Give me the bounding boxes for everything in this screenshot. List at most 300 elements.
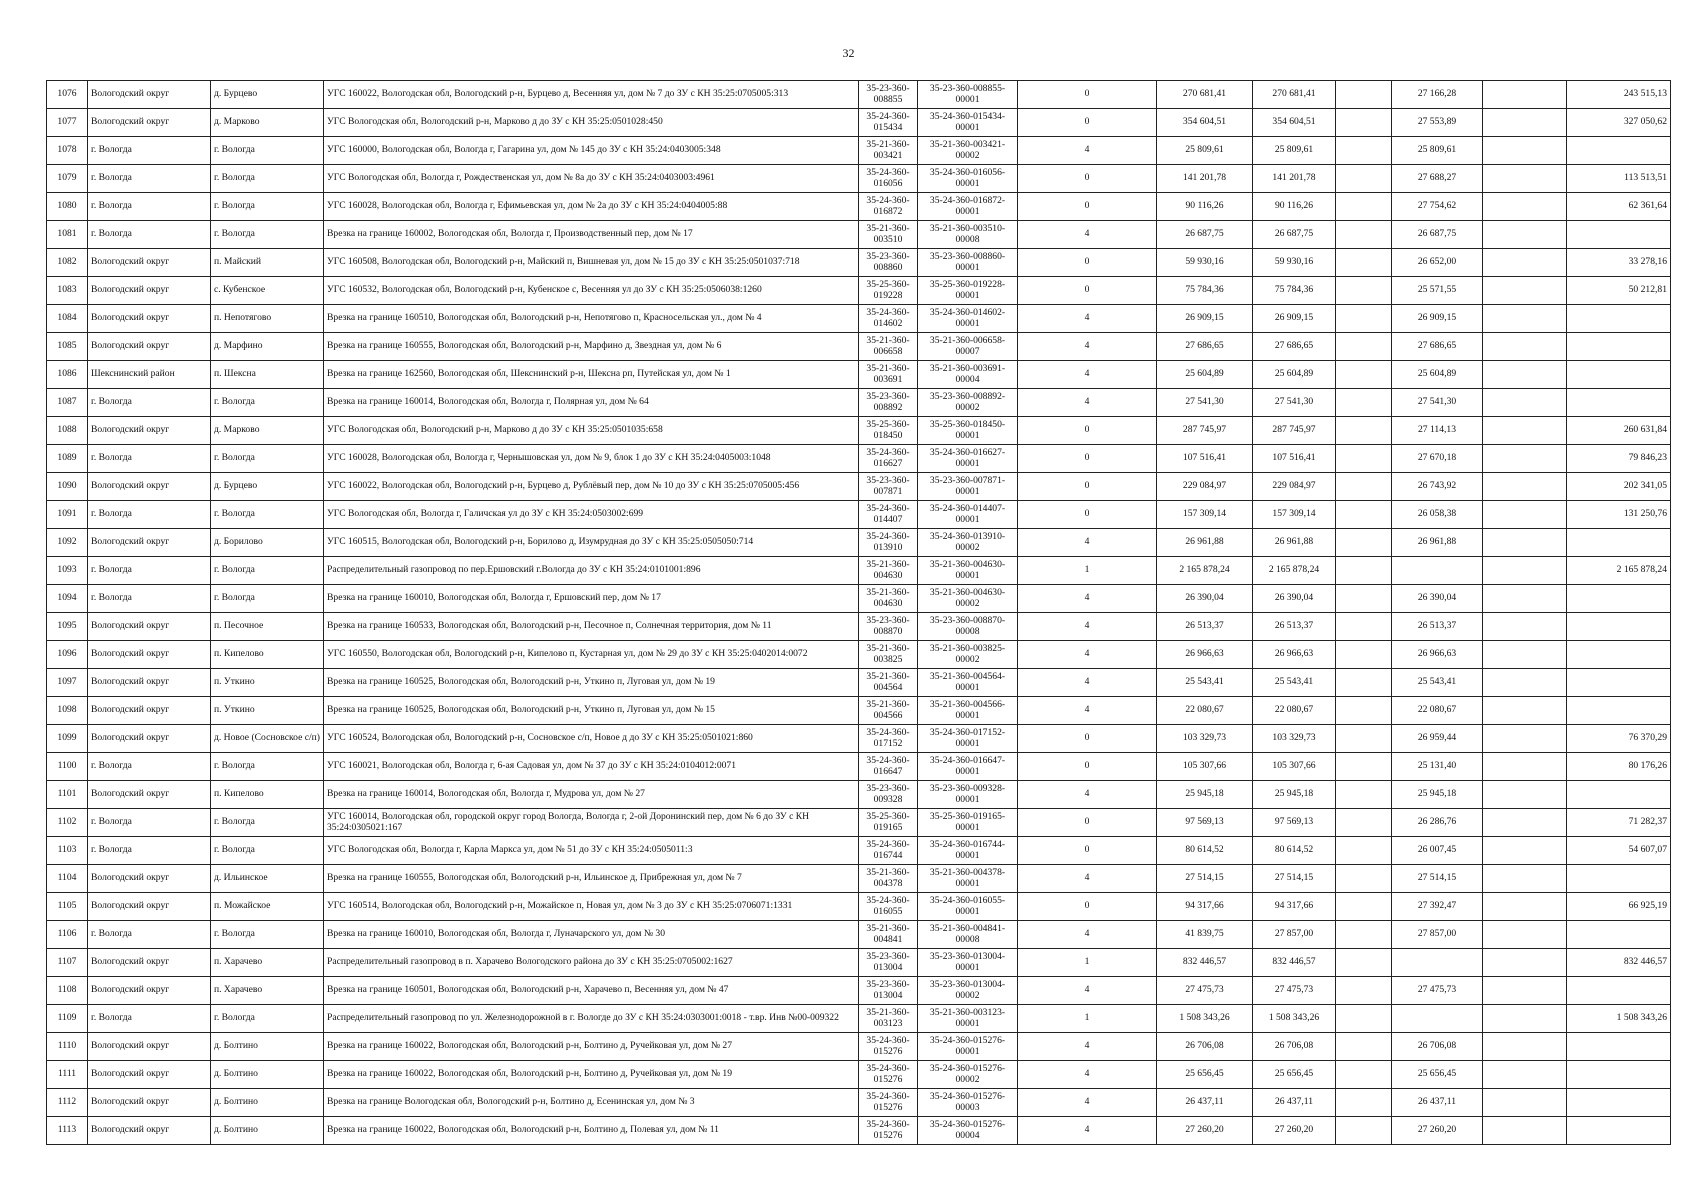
district-cell: Шекснинский район [88, 361, 211, 389]
description-cell: УГС Вологодская обл, Вологда г, Рождественская ул, дом № 8а до ЗУ с КН 35:24:0403003:4961 [324, 165, 859, 193]
empty-extra-cell [1483, 389, 1567, 417]
description-cell: Врезка на границе 162560, Вологодская обл, Шекснинский р-н, Шексна рп, Путейская ул, дом № 1 [324, 361, 859, 389]
district-cell: Вологодский округ [88, 277, 211, 305]
description-cell: Врезка на границе 160010, Вологодская обл, Вологда г, Луначарского ул, дом № 30 [324, 921, 859, 949]
balance-cost-cell: 260 631,84 [1567, 417, 1671, 445]
row-number-cell: 1084 [47, 305, 88, 333]
total-cost-cell: 59 930,16 [1157, 249, 1253, 277]
table-row [47, 109, 1671, 137]
settlement-cell: д. Бурцево [211, 473, 324, 501]
standard-cost-cell: 27 754,62 [1392, 193, 1483, 221]
standard-cost-cell: 26 966,63 [1392, 641, 1483, 669]
table-row [47, 921, 1671, 949]
connection-code-cell: 35-24-360-016055-00001 [918, 893, 1018, 921]
connection-code-cell: 35-24-360-015434-00001 [918, 109, 1018, 137]
description-cell: Врезка на границе 160525, Вологодская обл, Вологодский р-н, Уткино п, Луговая ул, дом № 15 [324, 697, 859, 725]
category-cell: 4 [1018, 529, 1157, 557]
table-row [47, 529, 1671, 557]
object-code-cell: 35-21-360-003691 [859, 361, 918, 389]
cost-cell: 26 513,37 [1253, 613, 1336, 641]
district-cell: Вологодский округ [88, 529, 211, 557]
settlement-cell: п. Кипелово [211, 641, 324, 669]
empty-cost-cell [1336, 669, 1392, 697]
empty-extra-cell [1483, 165, 1567, 193]
table-row [47, 893, 1671, 921]
standard-cost-cell: 27 260,20 [1392, 1117, 1483, 1145]
connection-code-cell: 35-21-360-003691-00004 [918, 361, 1018, 389]
category-cell: 0 [1018, 501, 1157, 529]
category-cell: 4 [1018, 1033, 1157, 1061]
table-row [47, 809, 1671, 837]
district-cell: г. Вологда [88, 585, 211, 613]
settlement-cell: п. Шексна [211, 361, 324, 389]
empty-extra-cell [1483, 697, 1567, 725]
standard-cost-cell: 26 513,37 [1392, 613, 1483, 641]
standard-cost-cell: 27 114,13 [1392, 417, 1483, 445]
connection-code-cell: 35-23-360-008870-00008 [918, 613, 1018, 641]
cost-cell: 105 307,66 [1253, 753, 1336, 781]
row-number-cell: 1083 [47, 277, 88, 305]
connection-code-cell: 35-23-360-013004-00002 [918, 977, 1018, 1005]
empty-extra-cell [1483, 1089, 1567, 1117]
description-cell: Врезка на границе 160525, Вологодская обл, Вологодский р-н, Уткино п, Луговая ул, дом № 19 [324, 669, 859, 697]
settlement-cell: г. Вологда [211, 557, 324, 585]
object-code-cell: 35-23-360-013004 [859, 949, 918, 977]
table-row [47, 193, 1671, 221]
description-cell: УГС 160514, Вологодская обл, Вологодский р-н, Можайское п, Новая ул, дом № 3 до ЗУ с КН 35:25:0706071:1331 [324, 893, 859, 921]
object-code-cell: 35-24-360-016647 [859, 753, 918, 781]
total-cost-cell: 157 309,14 [1157, 501, 1253, 529]
total-cost-cell: 832 446,57 [1157, 949, 1253, 977]
connection-code-cell: 35-23-360-008892-00002 [918, 389, 1018, 417]
empty-extra-cell [1483, 557, 1567, 585]
object-code-cell: 35-24-360-016055 [859, 893, 918, 921]
total-cost-cell: 27 260,20 [1157, 1117, 1253, 1145]
category-cell: 4 [1018, 361, 1157, 389]
empty-cost-cell [1336, 613, 1392, 641]
empty-extra-cell [1483, 221, 1567, 249]
district-cell: Вологодский округ [88, 333, 211, 361]
standard-cost-cell: 27 553,89 [1392, 109, 1483, 137]
description-cell: Распределительный газопровод по пер.Ершовский г.Вологда до ЗУ с КН 35:24:0101001:896 [324, 557, 859, 585]
empty-cost-cell [1336, 501, 1392, 529]
balance-cost-cell [1567, 641, 1671, 669]
balance-cost-cell: 832 446,57 [1567, 949, 1671, 977]
standard-cost-cell: 25 543,41 [1392, 669, 1483, 697]
empty-cost-cell [1336, 809, 1392, 837]
district-cell: г. Вологда [88, 165, 211, 193]
standard-cost-cell: 26 687,75 [1392, 221, 1483, 249]
empty-extra-cell [1483, 641, 1567, 669]
district-cell: г. Вологда [88, 193, 211, 221]
standard-cost-cell: 27 686,65 [1392, 333, 1483, 361]
empty-extra-cell [1483, 585, 1567, 613]
empty-extra-cell [1483, 809, 1567, 837]
category-cell: 0 [1018, 109, 1157, 137]
object-code-cell: 35-23-360-008892 [859, 389, 918, 417]
settlement-cell: п. Можайское [211, 893, 324, 921]
cost-cell: 287 745,97 [1253, 417, 1336, 445]
connection-code-cell: 35-21-360-004630-00002 [918, 585, 1018, 613]
cost-cell: 59 930,16 [1253, 249, 1336, 277]
empty-extra-cell [1483, 921, 1567, 949]
object-code-cell: 35-24-360-014602 [859, 305, 918, 333]
connection-code-cell: 35-24-360-016056-00001 [918, 165, 1018, 193]
cost-cell: 25 809,61 [1253, 137, 1336, 165]
category-cell: 4 [1018, 1117, 1157, 1145]
settlement-cell: г. Вологда [211, 837, 324, 865]
description-cell: Врезка на границе 160014, Вологодская обл, Вологда г, Мудрова ул, дом № 27 [324, 781, 859, 809]
table-row [47, 781, 1671, 809]
category-cell: 4 [1018, 585, 1157, 613]
district-cell: Вологодский округ [88, 473, 211, 501]
total-cost-cell: 25 604,89 [1157, 361, 1253, 389]
empty-extra-cell [1483, 1061, 1567, 1089]
category-cell: 0 [1018, 473, 1157, 501]
object-code-cell: 35-24-360-016056 [859, 165, 918, 193]
description-cell: УГС 160022, Вологодская обл, Вологодский р-н, Бурцево д, Рублёвый пер, дом № 10 до ЗУ с КН 35:25:0705005:456 [324, 473, 859, 501]
standard-cost-cell [1392, 1005, 1483, 1033]
empty-cost-cell [1336, 473, 1392, 501]
settlement-cell: п. Майский [211, 249, 324, 277]
district-cell: г. Вологда [88, 137, 211, 165]
district-cell: Вологодский округ [88, 1061, 211, 1089]
description-cell: Распределительный газопровод по ул. Железнодорожной в г. Вологде до ЗУ с КН 35:24:0303001:0018 - т.вр. Инв №00-009322 [324, 1005, 859, 1033]
empty-extra-cell [1483, 753, 1567, 781]
cost-cell: 25 543,41 [1253, 669, 1336, 697]
cost-cell: 270 681,41 [1253, 81, 1336, 109]
empty-extra-cell [1483, 193, 1567, 221]
table-row [47, 753, 1671, 781]
standard-cost-cell [1392, 557, 1483, 585]
connection-code-cell: 35-23-360-007871-00001 [918, 473, 1018, 501]
row-number-cell: 1109 [47, 1005, 88, 1033]
object-code-cell: 35-21-360-004566 [859, 697, 918, 725]
connection-code-cell: 35-24-360-014407-00001 [918, 501, 1018, 529]
district-cell: Вологодский округ [88, 697, 211, 725]
cost-cell: 25 945,18 [1253, 781, 1336, 809]
connection-code-cell: 35-24-360-015276-00004 [918, 1117, 1018, 1145]
table-row [47, 977, 1671, 1005]
empty-extra-cell [1483, 865, 1567, 893]
object-code-cell: 35-25-360-018450 [859, 417, 918, 445]
standard-cost-cell: 26 706,08 [1392, 1033, 1483, 1061]
total-cost-cell: 103 329,73 [1157, 725, 1253, 753]
balance-cost-cell: 50 212,81 [1567, 277, 1671, 305]
empty-extra-cell [1483, 445, 1567, 473]
cost-cell: 26 437,11 [1253, 1089, 1336, 1117]
standard-cost-cell: 26 652,00 [1392, 249, 1483, 277]
total-cost-cell: 141 201,78 [1157, 165, 1253, 193]
balance-cost-cell [1567, 977, 1671, 1005]
table-row [47, 249, 1671, 277]
standard-cost-cell: 26 743,92 [1392, 473, 1483, 501]
row-number-cell: 1078 [47, 137, 88, 165]
total-cost-cell: 94 317,66 [1157, 893, 1253, 921]
row-number-cell: 1108 [47, 977, 88, 1005]
empty-cost-cell [1336, 1033, 1392, 1061]
category-cell: 1 [1018, 949, 1157, 977]
table-row [47, 137, 1671, 165]
standard-cost-cell: 26 007,45 [1392, 837, 1483, 865]
cost-cell: 157 309,14 [1253, 501, 1336, 529]
balance-cost-cell [1567, 333, 1671, 361]
settlement-cell: п. Уткино [211, 669, 324, 697]
object-code-cell: 35-24-360-015276 [859, 1061, 918, 1089]
description-cell: Врезка на границе 160555, Вологодская обл, Вологодский р-н, Ильинское д, Прибрежная ул, дом № 7 [324, 865, 859, 893]
district-cell: Вологодский округ [88, 893, 211, 921]
row-number-cell: 1086 [47, 361, 88, 389]
row-number-cell: 1089 [47, 445, 88, 473]
table-row [47, 221, 1671, 249]
settlement-cell: д. Ильинское [211, 865, 324, 893]
total-cost-cell: 354 604,51 [1157, 109, 1253, 137]
connection-code-cell: 35-24-360-014602-00001 [918, 305, 1018, 333]
category-cell: 0 [1018, 445, 1157, 473]
table-row [47, 473, 1671, 501]
empty-extra-cell [1483, 81, 1567, 109]
balance-cost-cell: 54 607,07 [1567, 837, 1671, 865]
row-number-cell: 1093 [47, 557, 88, 585]
description-cell: УГС 160515, Вологодская обл, Вологодский р-н, Борилово д, Изумрудная до ЗУ с КН 35:25:0505050:714 [324, 529, 859, 557]
object-code-cell: 35-23-360-013004 [859, 977, 918, 1005]
settlement-cell: п. Харачево [211, 977, 324, 1005]
table-row [47, 669, 1671, 697]
row-number-cell: 1079 [47, 165, 88, 193]
settlement-cell: г. Вологда [211, 445, 324, 473]
district-cell: Вологодский округ [88, 417, 211, 445]
cost-cell: 832 446,57 [1253, 949, 1336, 977]
connection-code-cell: 35-21-360-006658-00007 [918, 333, 1018, 361]
table-row [47, 641, 1671, 669]
row-number-cell: 1094 [47, 585, 88, 613]
category-cell: 0 [1018, 809, 1157, 837]
total-cost-cell: 97 569,13 [1157, 809, 1253, 837]
empty-cost-cell [1336, 361, 1392, 389]
object-code-cell: 35-21-360-003510 [859, 221, 918, 249]
balance-cost-cell [1567, 389, 1671, 417]
table-row [47, 389, 1671, 417]
object-code-cell: 35-21-360-003825 [859, 641, 918, 669]
empty-extra-cell [1483, 949, 1567, 977]
object-code-cell: 35-21-360-004841 [859, 921, 918, 949]
balance-cost-cell: 243 515,13 [1567, 81, 1671, 109]
description-cell: Врезка на границе 160510, Вологодская обл, Вологодский р-н, Непотягово п, Красносельская ул., дом № 4 [324, 305, 859, 333]
category-cell: 0 [1018, 193, 1157, 221]
connection-code-cell: 35-21-360-003825-00002 [918, 641, 1018, 669]
row-number-cell: 1113 [47, 1117, 88, 1145]
connection-code-cell: 35-23-360-008860-00001 [918, 249, 1018, 277]
cost-cell: 25 656,45 [1253, 1061, 1336, 1089]
row-number-cell: 1110 [47, 1033, 88, 1061]
district-cell: Вологодский округ [88, 725, 211, 753]
settlement-cell: г. Вологда [211, 389, 324, 417]
balance-cost-cell [1567, 1117, 1671, 1145]
description-cell: УГС 160021, Вологодская обл, Вологда г, 6-ая Садовая ул, дом № 37 до ЗУ с КН 35:24:0104012:0071 [324, 753, 859, 781]
empty-cost-cell [1336, 1061, 1392, 1089]
cost-cell: 97 569,13 [1253, 809, 1336, 837]
category-cell: 0 [1018, 165, 1157, 193]
table-row [47, 277, 1671, 305]
description-cell: УГС 160508, Вологодская обл, Вологодский р-н, Майский п, Вишневая ул, дом № 15 до ЗУ с КН 35:25:0501037:718 [324, 249, 859, 277]
total-cost-cell: 26 966,63 [1157, 641, 1253, 669]
empty-extra-cell [1483, 529, 1567, 557]
district-cell: Вологодский округ [88, 109, 211, 137]
district-cell: г. Вологда [88, 1005, 211, 1033]
standard-cost-cell: 26 961,88 [1392, 529, 1483, 557]
cost-cell: 27 260,20 [1253, 1117, 1336, 1145]
connection-code-cell: 35-24-360-015276-00003 [918, 1089, 1018, 1117]
table-row [47, 1089, 1671, 1117]
table-row [47, 865, 1671, 893]
standard-cost-cell: 27 392,47 [1392, 893, 1483, 921]
row-number-cell: 1112 [47, 1089, 88, 1117]
empty-cost-cell [1336, 1117, 1392, 1145]
total-cost-cell: 25 656,45 [1157, 1061, 1253, 1089]
cost-cell: 107 516,41 [1253, 445, 1336, 473]
empty-extra-cell [1483, 137, 1567, 165]
total-cost-cell: 25 809,61 [1157, 137, 1253, 165]
standard-cost-cell: 27 670,18 [1392, 445, 1483, 473]
row-number-cell: 1099 [47, 725, 88, 753]
category-cell: 4 [1018, 333, 1157, 361]
category-cell: 4 [1018, 1061, 1157, 1089]
page-number: 32 [842, 46, 855, 60]
category-cell: 0 [1018, 725, 1157, 753]
cost-cell: 75 784,36 [1253, 277, 1336, 305]
settlement-cell: г. Вологда [211, 137, 324, 165]
standard-cost-cell: 26 909,15 [1392, 305, 1483, 333]
row-number-cell: 1087 [47, 389, 88, 417]
description-cell: Врезка на границе 160501, Вологодская обл, Вологодский р-н, Харачево п, Весенняя ул, дом № 47 [324, 977, 859, 1005]
object-code-cell: 35-23-360-008855 [859, 81, 918, 109]
row-number-cell: 1091 [47, 501, 88, 529]
table-row [47, 305, 1671, 333]
standard-cost-cell: 27 475,73 [1392, 977, 1483, 1005]
description-cell: Врезка на границе 160002, Вологодская обл, Вологда г, Производственный пер, дом № 17 [324, 221, 859, 249]
table-body [47, 81, 1671, 1145]
balance-cost-cell: 80 176,26 [1567, 753, 1671, 781]
total-cost-cell: 41 839,75 [1157, 921, 1253, 949]
row-number-cell: 1111 [47, 1061, 88, 1089]
balance-cost-cell [1567, 361, 1671, 389]
settlement-cell: г. Вологда [211, 165, 324, 193]
connection-code-cell: 35-21-360-004378-00001 [918, 865, 1018, 893]
connection-code-cell: 35-21-360-004630-00001 [918, 557, 1018, 585]
district-cell: г. Вологда [88, 445, 211, 473]
connection-code-cell: 35-25-360-019165-00001 [918, 809, 1018, 837]
table-row [47, 1033, 1671, 1061]
category-cell: 4 [1018, 781, 1157, 809]
object-code-cell: 35-21-360-004630 [859, 585, 918, 613]
row-number-cell: 1107 [47, 949, 88, 977]
balance-cost-cell [1567, 585, 1671, 613]
cost-cell: 26 706,08 [1253, 1033, 1336, 1061]
district-cell: Вологодский округ [88, 305, 211, 333]
object-code-cell: 35-23-360-007871 [859, 473, 918, 501]
settlement-cell: д. Марфино [211, 333, 324, 361]
balance-cost-cell: 62 361,64 [1567, 193, 1671, 221]
connection-code-cell: 35-21-360-003421-00002 [918, 137, 1018, 165]
balance-cost-cell: 76 370,29 [1567, 725, 1671, 753]
object-code-cell: 35-25-360-019165 [859, 809, 918, 837]
object-code-cell: 35-24-360-016627 [859, 445, 918, 473]
empty-cost-cell [1336, 445, 1392, 473]
balance-cost-cell [1567, 921, 1671, 949]
description-cell: УГС 160532, Вологодская обл, Вологодский р-н, Кубенское с, Весенняя ул до ЗУ с КН 35:25:0506038:1260 [324, 277, 859, 305]
row-number-cell: 1076 [47, 81, 88, 109]
empty-extra-cell [1483, 725, 1567, 753]
table-row [47, 557, 1671, 585]
row-number-cell: 1102 [47, 809, 88, 837]
object-code-cell: 35-24-360-014407 [859, 501, 918, 529]
standard-cost-cell: 26 286,76 [1392, 809, 1483, 837]
empty-cost-cell [1336, 249, 1392, 277]
category-cell: 0 [1018, 753, 1157, 781]
empty-cost-cell [1336, 193, 1392, 221]
empty-cost-cell [1336, 753, 1392, 781]
settlement-cell: д. Борилово [211, 529, 324, 557]
standard-cost-cell: 27 688,27 [1392, 165, 1483, 193]
district-cell: Вологодский округ [88, 977, 211, 1005]
district-cell: Вологодский округ [88, 1033, 211, 1061]
cost-cell: 94 317,66 [1253, 893, 1336, 921]
empty-cost-cell [1336, 557, 1392, 585]
connection-code-cell: 35-21-360-004841-00008 [918, 921, 1018, 949]
row-number-cell: 1103 [47, 837, 88, 865]
connection-code-cell: 35-24-360-015276-00002 [918, 1061, 1018, 1089]
row-number-cell: 1090 [47, 473, 88, 501]
cost-cell: 354 604,51 [1253, 109, 1336, 137]
balance-cost-cell: 33 278,16 [1567, 249, 1671, 277]
settlement-cell: г. Вологда [211, 921, 324, 949]
empty-cost-cell [1336, 417, 1392, 445]
empty-cost-cell [1336, 585, 1392, 613]
object-code-cell: 35-24-360-016872 [859, 193, 918, 221]
row-number-cell: 1098 [47, 697, 88, 725]
object-code-cell: 35-23-360-008870 [859, 613, 918, 641]
category-cell: 0 [1018, 249, 1157, 277]
balance-cost-cell: 66 925,19 [1567, 893, 1671, 921]
table-row [47, 837, 1671, 865]
total-cost-cell: 107 516,41 [1157, 445, 1253, 473]
connection-code-cell: 35-23-360-009328-00001 [918, 781, 1018, 809]
balance-cost-cell: 131 250,76 [1567, 501, 1671, 529]
district-cell: Вологодский округ [88, 641, 211, 669]
standard-cost-cell: 27 857,00 [1392, 921, 1483, 949]
description-cell: Врезка на границе Вологодская обл, Вологодский р-н, Болтино д, Есенинская ул, дом № 3 [324, 1089, 859, 1117]
table-row [47, 613, 1671, 641]
category-cell: 4 [1018, 697, 1157, 725]
empty-cost-cell [1336, 333, 1392, 361]
object-code-cell: 35-21-360-003123 [859, 1005, 918, 1033]
row-number-cell: 1080 [47, 193, 88, 221]
total-cost-cell: 1 508 343,26 [1157, 1005, 1253, 1033]
cost-cell: 141 201,78 [1253, 165, 1336, 193]
table-row [47, 697, 1671, 725]
settlement-cell: д. Болтино [211, 1033, 324, 1061]
balance-cost-cell [1567, 865, 1671, 893]
cost-cell: 2 165 878,24 [1253, 557, 1336, 585]
district-cell: Вологодский округ [88, 1089, 211, 1117]
total-cost-cell: 26 437,11 [1157, 1089, 1253, 1117]
empty-extra-cell [1483, 333, 1567, 361]
empty-cost-cell [1336, 529, 1392, 557]
empty-cost-cell [1336, 137, 1392, 165]
total-cost-cell: 26 687,75 [1157, 221, 1253, 249]
object-code-cell: 35-24-360-017152 [859, 725, 918, 753]
district-cell: Вологодский округ [88, 249, 211, 277]
